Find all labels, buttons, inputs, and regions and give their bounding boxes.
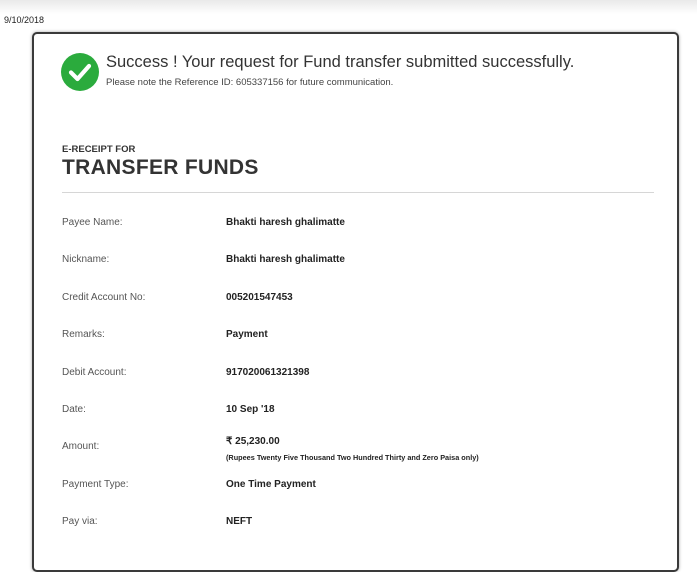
- detail-row-nickname: [62, 244, 654, 281]
- payee-name-value: Bhakti haresh ghalimatte: [226, 217, 345, 228]
- receipt-card: [32, 32, 679, 572]
- success-message: Success ! Your request for Fund transfer submitted successfully.: [106, 53, 575, 71]
- amount-in-words: (Rupees Twenty Five Thousand Two Hundred Thirty and Zero Paisa only): [226, 453, 479, 463]
- amount-value: ₹ 25,230.00: [226, 436, 280, 448]
- remarks-value: Payment: [226, 329, 268, 341]
- credit-account-value: 005201547453: [226, 291, 293, 303]
- detail-row-payee-name: [62, 207, 654, 244]
- receipt-label: E-RECEIPT FOR: [62, 144, 136, 155]
- nickname-label: Nickname:: [62, 254, 110, 266]
- debit-account-label: Debit Account:: [62, 366, 127, 378]
- print-date: 9/10/2018: [4, 15, 45, 25]
- detail-row-remarks: [62, 319, 654, 356]
- pay-via-label: Pay via:: [62, 516, 98, 528]
- date-value: 10 Sep '18: [226, 403, 275, 415]
- credit-account-label: Credit Account No:: [62, 291, 146, 303]
- payment-type-value: One Time Payment: [226, 478, 316, 490]
- check-circle-icon: [61, 53, 99, 91]
- divider: [62, 192, 654, 193]
- detail-row-credit-account: [62, 282, 654, 319]
- detail-row-pay-via: [62, 506, 654, 543]
- detail-row-payment-type: [62, 469, 654, 506]
- detail-row-debit-account: [62, 357, 654, 394]
- remarks-label: Remarks:: [62, 329, 105, 341]
- payment-type-label: Payment Type:: [62, 478, 129, 490]
- receipt-title: TRANSFER FUNDS: [62, 156, 259, 179]
- payee-name-label: Payee Name:: [62, 217, 123, 228]
- receipt-details: [62, 207, 654, 544]
- amount-label: Amount:: [62, 441, 100, 453]
- date-label: Date:: [62, 403, 86, 415]
- top-shade: [0, 0, 697, 14]
- pay-via-value: NEFT: [226, 516, 253, 528]
- nickname-value: Bhakti haresh ghalimatte: [226, 254, 345, 266]
- detail-row-date: [62, 394, 654, 431]
- reference-note: Please note the Reference ID: 605337156 for future communication.: [106, 77, 394, 88]
- detail-row-amount: [62, 431, 654, 468]
- debit-account-value: 917020061321398: [226, 366, 310, 378]
